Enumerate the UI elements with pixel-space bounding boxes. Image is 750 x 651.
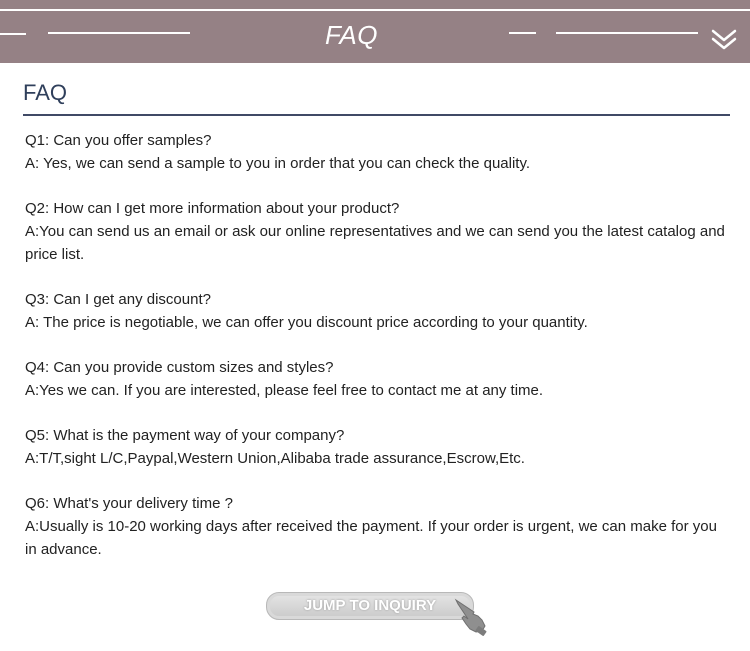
faq-item <box>25 492 730 561</box>
faq-answer: A: The price is negotiable, we can offer you discount price according to your quantity. <box>25 314 588 331</box>
faq-question: Q5: What is the payment way of your company? <box>25 427 345 444</box>
faq-item <box>25 288 730 334</box>
faq-question: Q4: Can you provide custom sizes and styles? <box>25 359 334 376</box>
double-chevron-down-icon[interactable] <box>711 29 737 51</box>
pointing-hand-icon <box>452 596 492 636</box>
faq-question: Q3: Can I get any discount? <box>25 291 211 308</box>
faq-question: Q1: Can you offer samples? <box>25 132 212 149</box>
section-divider <box>23 114 730 116</box>
banner-top-line <box>0 9 750 11</box>
faq-item <box>25 129 730 175</box>
faq-banner <box>0 0 750 63</box>
faq-item <box>25 424 730 470</box>
faq-answer: A:You can send us an email or ask our online representatives and we can send you the latest catalog and price list. <box>25 223 725 263</box>
faq-question: Q2: How can I get more information about your product? <box>25 200 400 217</box>
jump-to-inquiry-label: JUMP TO INQUIRY <box>303 597 437 614</box>
jump-to-inquiry-button[interactable] <box>266 592 474 620</box>
faq-answer: A: Yes, we can send a sample to you in order that you can check the quality. <box>25 155 531 172</box>
banner-title: FAQ <box>324 20 379 50</box>
faq-answer: A:T/T,sight L/C,Paypal,Western Union,Alibaba trade assurance,Escrow,Etc. <box>25 450 525 467</box>
faq-item <box>25 197 730 266</box>
section-title: FAQ <box>23 80 68 105</box>
faq-answer: A:Yes we can. If you are interested, please feel free to contact me at any time. <box>25 382 544 399</box>
faq-list <box>25 129 730 583</box>
banner-right-line <box>556 32 698 34</box>
faq-question: Q6: What's your delivery time ? <box>25 495 233 512</box>
faq-item <box>25 356 730 402</box>
faq-answer: A:Usually is 10-20 working days after received the payment. If your order is urgent, we can make for you in advance. <box>25 518 717 558</box>
banner-right-dash <box>509 32 536 34</box>
